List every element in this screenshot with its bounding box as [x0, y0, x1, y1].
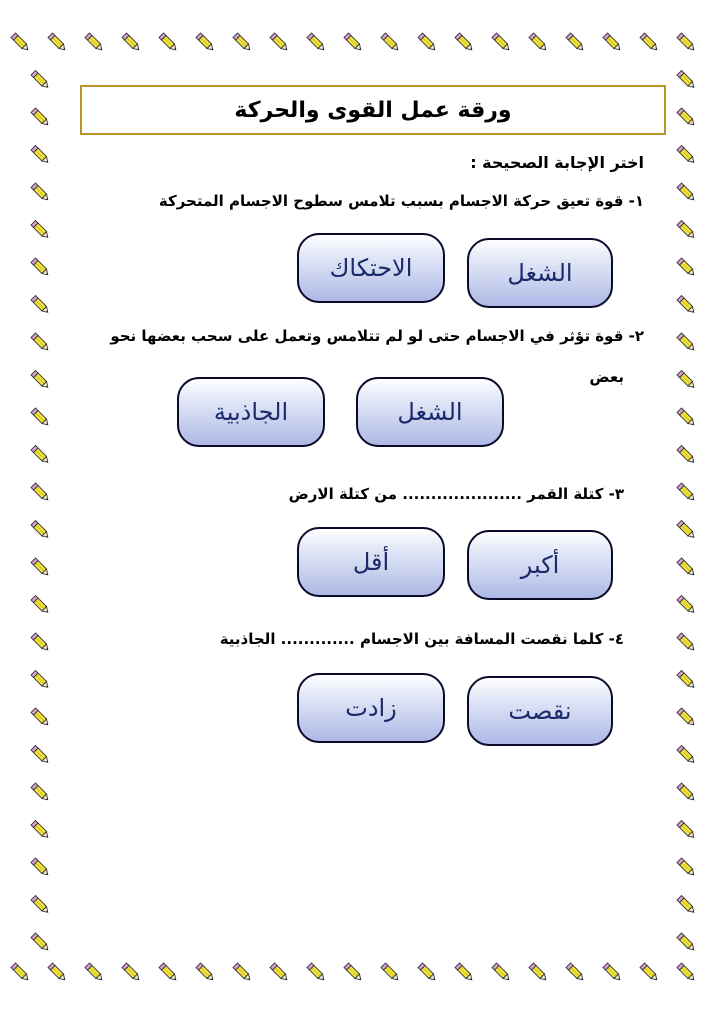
pencil-icon — [31, 296, 50, 315]
pencil-icon — [677, 671, 696, 690]
q3-option-2-label: أقل — [352, 548, 390, 576]
pencil-icon — [31, 933, 50, 952]
q4-option-2[interactable] — [297, 673, 445, 743]
pencil-icon — [270, 33, 289, 52]
pencil-icon — [677, 708, 696, 727]
pencil-icon — [85, 963, 104, 982]
pencil-icon — [381, 963, 400, 982]
pencil-icon — [48, 963, 67, 982]
pencil-icon — [85, 33, 104, 52]
pencil-icon — [31, 408, 50, 427]
pencil-icon — [233, 33, 252, 52]
pencil-icon — [677, 221, 696, 240]
pencil-icon — [677, 858, 696, 877]
question-3-text: ٣- كتلة القمر ..................... من كتلة الارض — [288, 485, 624, 503]
pencil-icon — [307, 963, 326, 982]
pencil-icon — [677, 333, 696, 352]
pencil-icon — [677, 296, 696, 315]
q4-option-1[interactable] — [467, 676, 613, 746]
pencil-icon — [31, 71, 50, 90]
pencil-icon — [196, 33, 215, 52]
pencil-icon — [677, 746, 696, 765]
pencil-icon — [677, 821, 696, 840]
pencil-icon — [31, 821, 50, 840]
pencil-icon — [677, 446, 696, 465]
pencil-icon — [492, 33, 511, 52]
pencil-icon — [677, 933, 696, 952]
pencil-icon — [31, 146, 50, 165]
pencil-icon — [640, 33, 659, 52]
pencil-icon — [677, 783, 696, 802]
pencil-icon — [677, 258, 696, 277]
pencil-icon — [31, 183, 50, 202]
pencil-icon — [122, 33, 141, 52]
pencil-icon — [455, 33, 474, 52]
pencil-icon — [566, 33, 585, 52]
pencil-icon — [492, 963, 511, 982]
pencil-icon — [418, 963, 437, 982]
pencil-icon — [677, 963, 696, 982]
q3-option-1-label: أكبر — [520, 551, 560, 579]
pencil-icon — [677, 183, 696, 202]
pencil-icon — [677, 633, 696, 652]
pencil-icon — [31, 483, 50, 502]
pencil-icon — [640, 963, 659, 982]
pencil-icon — [31, 108, 50, 127]
instruction-text: اختر الإجابة الصحيحة : — [470, 153, 644, 172]
pencil-icon — [603, 33, 622, 52]
pencil-icon — [31, 446, 50, 465]
pencil-icon — [31, 858, 50, 877]
q4-option-1-label: نقصت — [508, 697, 572, 725]
pencil-icon — [31, 558, 50, 577]
pencil-icon — [31, 371, 50, 390]
pencil-icon — [344, 963, 363, 982]
q2-option-2[interactable] — [177, 377, 325, 447]
pencil-icon — [31, 896, 50, 915]
pencil-icon — [31, 221, 50, 240]
q2-option-1[interactable] — [356, 377, 504, 447]
pencil-icon — [31, 333, 50, 352]
pencil-icon — [381, 33, 400, 52]
pencil-icon — [677, 408, 696, 427]
pencil-icon — [603, 963, 622, 982]
pencil-icon — [31, 633, 50, 652]
worksheet-title: ورقة عمل القوى والحركة — [234, 97, 512, 123]
pencil-icon — [159, 963, 178, 982]
pencil-icon — [196, 963, 215, 982]
pencil-icon — [455, 963, 474, 982]
pencil-icon — [677, 371, 696, 390]
pencil-icon — [529, 963, 548, 982]
pencil-icon — [11, 33, 30, 52]
pencil-icon — [31, 258, 50, 277]
pencil-icon — [344, 33, 363, 52]
pencil-icon — [233, 963, 252, 982]
pencil-icon — [31, 671, 50, 690]
q1-option-2-label: الاحتكاك — [329, 254, 413, 282]
pencil-icon — [677, 146, 696, 165]
pencil-icon — [677, 521, 696, 540]
question-4-text: ٤- كلما نقصت المسافة بين الاجسام ............. الجاذبية — [219, 630, 624, 648]
pencil-icon — [31, 596, 50, 615]
pencil-icon — [31, 521, 50, 540]
pencil-icon — [31, 708, 50, 727]
pencil-icon — [122, 963, 141, 982]
pencil-icon — [677, 108, 696, 127]
question-2-text: ٢- قوة تؤثر في الاجسام حتى لو لم تتلامس وتعمل على سحب بعضها نحو — [110, 327, 644, 345]
worksheet-title-box — [80, 85, 666, 135]
pencil-icon — [529, 33, 548, 52]
q1-option-1-label: الشغل — [507, 259, 573, 287]
q3-option-1[interactable] — [467, 530, 613, 600]
q4-option-2-label: زادت — [345, 694, 397, 722]
pencil-icon — [31, 783, 50, 802]
pencil-icon — [48, 33, 67, 52]
pencil-icon — [11, 963, 30, 982]
pencil-icon — [677, 596, 696, 615]
q1-option-2[interactable] — [297, 233, 445, 303]
q2-option-1-label: الشغل — [397, 398, 463, 426]
pencil-icon — [677, 896, 696, 915]
question-2-text-cont: بعض — [589, 368, 624, 386]
pencil-icon — [418, 33, 437, 52]
pencil-icon — [307, 33, 326, 52]
q1-option-1[interactable] — [467, 238, 613, 308]
pencil-icon — [677, 71, 696, 90]
pencil-icon — [677, 483, 696, 502]
pencil-icon — [159, 33, 178, 52]
pencil-icon — [31, 746, 50, 765]
q3-option-2[interactable] — [297, 527, 445, 597]
question-1-text: ١- قوة تعيق حركة الاجسام بسبب تلامس سطوح الاجسام المتحركة — [158, 192, 644, 210]
pencil-icon — [677, 558, 696, 577]
pencil-icon — [566, 963, 585, 982]
pencil-icon — [270, 963, 289, 982]
pencil-icon — [677, 33, 696, 52]
q2-option-2-label: الجاذبية — [213, 398, 289, 426]
